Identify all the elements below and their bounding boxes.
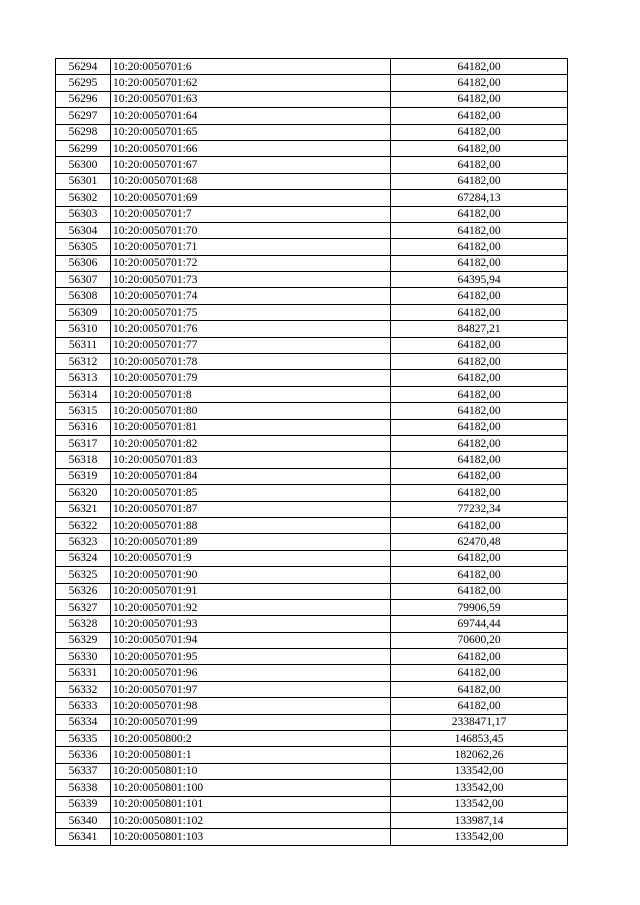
cadastral-number-cell: 10:20:0050701:93 — [111, 616, 391, 632]
row-number-cell: 56313 — [56, 370, 111, 386]
cadastral-number-cell: 10:20:0050701:72 — [111, 255, 391, 271]
cadastral-number-cell: 10:20:0050701:7 — [111, 206, 391, 222]
cadastral-number-cell: 10:20:0050701:68 — [111, 173, 391, 189]
row-number-cell: 56304 — [56, 222, 111, 238]
table-row — [56, 403, 568, 419]
value-cell: 64182,00 — [391, 255, 568, 271]
row-number-cell: 56315 — [56, 403, 111, 419]
row-number-cell: 56321 — [56, 501, 111, 517]
cadastral-number-cell: 10:20:0050701:80 — [111, 403, 391, 419]
table-row — [56, 632, 568, 648]
table-row — [56, 649, 568, 665]
row-number-cell: 56337 — [56, 763, 111, 779]
value-cell: 64182,00 — [391, 337, 568, 353]
row-number-cell: 56310 — [56, 321, 111, 337]
table-row — [56, 239, 568, 255]
value-cell: 79906,59 — [391, 599, 568, 615]
cadastral-number-cell: 10:20:0050701:97 — [111, 681, 391, 697]
cadastral-number-cell: 10:20:0050701:64 — [111, 108, 391, 124]
row-number-cell: 56326 — [56, 583, 111, 599]
value-cell: 64182,00 — [391, 435, 568, 451]
cadastral-number-cell: 10:20:0050701:88 — [111, 517, 391, 533]
cadastral-number-cell: 10:20:0050701:84 — [111, 468, 391, 484]
table-row — [56, 59, 568, 75]
table-row — [56, 517, 568, 533]
table-row — [56, 501, 568, 517]
value-cell: 64182,00 — [391, 288, 568, 304]
value-cell: 64182,00 — [391, 452, 568, 468]
value-cell: 64182,00 — [391, 206, 568, 222]
value-cell: 64395,94 — [391, 272, 568, 288]
cadastral-number-cell: 10:20:0050701:98 — [111, 698, 391, 714]
table-row — [56, 698, 568, 714]
table-row — [56, 583, 568, 599]
cadastral-number-cell: 10:20:0050801:10 — [111, 763, 391, 779]
row-number-cell: 56297 — [56, 108, 111, 124]
table-row — [56, 222, 568, 238]
cadastral-number-cell: 10:20:0050701:67 — [111, 157, 391, 173]
row-number-cell: 56294 — [56, 59, 111, 75]
row-number-cell: 56311 — [56, 337, 111, 353]
table-row — [56, 681, 568, 697]
cadastral-number-cell: 10:20:0050701:96 — [111, 665, 391, 681]
cadastral-number-cell: 10:20:0050701:66 — [111, 140, 391, 156]
row-number-cell: 56307 — [56, 272, 111, 288]
row-number-cell: 56341 — [56, 829, 111, 845]
table-row — [56, 370, 568, 386]
value-cell: 146853,45 — [391, 731, 568, 747]
row-number-cell: 56339 — [56, 796, 111, 812]
value-cell: 64182,00 — [391, 698, 568, 714]
value-cell: 133987,14 — [391, 812, 568, 828]
table-row — [56, 337, 568, 353]
cadastral-number-cell: 10:20:0050701:77 — [111, 337, 391, 353]
cadastral-number-cell: 10:20:0050701:74 — [111, 288, 391, 304]
cadastral-number-cell: 10:20:0050800:2 — [111, 731, 391, 747]
table-row — [56, 780, 568, 796]
row-number-cell: 56319 — [56, 468, 111, 484]
value-cell: 64182,00 — [391, 108, 568, 124]
cadastral-number-cell: 10:20:0050701:69 — [111, 190, 391, 206]
value-cell: 64182,00 — [391, 222, 568, 238]
table-row — [56, 468, 568, 484]
cadastral-number-cell: 10:20:0050801:101 — [111, 796, 391, 812]
row-number-cell: 56301 — [56, 173, 111, 189]
table-row — [56, 108, 568, 124]
row-number-cell: 56314 — [56, 386, 111, 402]
row-number-cell: 56312 — [56, 354, 111, 370]
row-number-cell: 56328 — [56, 616, 111, 632]
row-number-cell: 56318 — [56, 452, 111, 468]
table-row — [56, 206, 568, 222]
table-row — [56, 452, 568, 468]
table-row — [56, 534, 568, 550]
cadastral-number-cell: 10:20:0050701:90 — [111, 567, 391, 583]
value-cell: 64182,00 — [391, 386, 568, 402]
value-cell: 133542,00 — [391, 829, 568, 845]
cadastral-number-cell: 10:20:0050801:100 — [111, 780, 391, 796]
value-cell: 133542,00 — [391, 763, 568, 779]
value-cell: 182062,26 — [391, 747, 568, 763]
cadastral-number-cell: 10:20:0050701:85 — [111, 485, 391, 501]
row-number-cell: 56336 — [56, 747, 111, 763]
value-cell: 64182,00 — [391, 681, 568, 697]
table-row — [56, 829, 568, 845]
row-number-cell: 56298 — [56, 124, 111, 140]
table-row — [56, 91, 568, 107]
table-row — [56, 255, 568, 271]
row-number-cell: 56308 — [56, 288, 111, 304]
table-row — [56, 763, 568, 779]
row-number-cell: 56331 — [56, 665, 111, 681]
value-cell: 64182,00 — [391, 550, 568, 566]
row-number-cell: 56325 — [56, 567, 111, 583]
row-number-cell: 56323 — [56, 534, 111, 550]
table-row — [56, 796, 568, 812]
row-number-cell: 56300 — [56, 157, 111, 173]
table-row — [56, 714, 568, 730]
row-number-cell: 56299 — [56, 140, 111, 156]
value-cell: 64182,00 — [391, 468, 568, 484]
row-number-cell: 56333 — [56, 698, 111, 714]
cadastral-number-cell: 10:20:0050701:99 — [111, 714, 391, 730]
row-number-cell: 56329 — [56, 632, 111, 648]
value-cell: 84827,21 — [391, 321, 568, 337]
value-cell: 64182,00 — [391, 567, 568, 583]
row-number-cell: 56316 — [56, 419, 111, 435]
row-number-cell: 56338 — [56, 780, 111, 796]
row-number-cell: 56302 — [56, 190, 111, 206]
row-number-cell: 56332 — [56, 681, 111, 697]
value-cell: 64182,00 — [391, 485, 568, 501]
value-cell: 133542,00 — [391, 796, 568, 812]
cadastral-number-cell: 10:20:0050701:65 — [111, 124, 391, 140]
row-number-cell: 56340 — [56, 812, 111, 828]
cadastral-number-cell: 10:20:0050701:92 — [111, 599, 391, 615]
cadastral-number-cell: 10:20:0050701:8 — [111, 386, 391, 402]
cadastral-number-cell: 10:20:0050701:70 — [111, 222, 391, 238]
value-cell: 77232,34 — [391, 501, 568, 517]
value-cell: 133542,00 — [391, 780, 568, 796]
value-cell: 64182,00 — [391, 91, 568, 107]
cadastral-number-cell: 10:20:0050701:76 — [111, 321, 391, 337]
cadastral-number-cell: 10:20:0050701:63 — [111, 91, 391, 107]
value-cell: 64182,00 — [391, 239, 568, 255]
row-number-cell: 56305 — [56, 239, 111, 255]
row-number-cell: 56322 — [56, 517, 111, 533]
value-cell: 64182,00 — [391, 75, 568, 91]
cadastral-number-cell: 10:20:0050701:87 — [111, 501, 391, 517]
value-cell: 64182,00 — [391, 173, 568, 189]
table-row — [56, 731, 568, 747]
table-row — [56, 304, 568, 320]
cadastral-number-cell: 10:20:0050701:89 — [111, 534, 391, 550]
row-number-cell: 56295 — [56, 75, 111, 91]
cadastral-number-cell: 10:20:0050701:94 — [111, 632, 391, 648]
cadastral-number-cell: 10:20:0050701:95 — [111, 649, 391, 665]
value-cell: 64182,00 — [391, 649, 568, 665]
row-number-cell: 56303 — [56, 206, 111, 222]
cadastral-number-cell: 10:20:0050701:82 — [111, 435, 391, 451]
row-number-cell: 56327 — [56, 599, 111, 615]
table-row — [56, 272, 568, 288]
table-row — [56, 747, 568, 763]
cadastral-number-cell: 10:20:0050701:79 — [111, 370, 391, 386]
row-number-cell: 56296 — [56, 91, 111, 107]
cadastral-number-cell: 10:20:0050701:83 — [111, 452, 391, 468]
row-number-cell: 56330 — [56, 649, 111, 665]
table-row — [56, 550, 568, 566]
row-number-cell: 56306 — [56, 255, 111, 271]
cadastral-number-cell: 10:20:0050701:62 — [111, 75, 391, 91]
value-cell: 64182,00 — [391, 354, 568, 370]
table-body — [56, 59, 568, 846]
row-number-cell: 56309 — [56, 304, 111, 320]
row-number-cell: 56317 — [56, 435, 111, 451]
cadastral-value-table — [55, 58, 568, 846]
cadastral-number-cell: 10:20:0050701:75 — [111, 304, 391, 320]
table-row — [56, 812, 568, 828]
table-row — [56, 616, 568, 632]
table-row — [56, 354, 568, 370]
value-cell: 62470,48 — [391, 534, 568, 550]
cadastral-number-cell: 10:20:0050701:73 — [111, 272, 391, 288]
value-cell: 64182,00 — [391, 370, 568, 386]
table-row — [56, 140, 568, 156]
value-cell: 64182,00 — [391, 124, 568, 140]
cadastral-number-cell: 10:20:0050801:103 — [111, 829, 391, 845]
value-cell: 69744,44 — [391, 616, 568, 632]
value-cell: 64182,00 — [391, 157, 568, 173]
cadastral-number-cell: 10:20:0050701:9 — [111, 550, 391, 566]
table-row — [56, 485, 568, 501]
value-cell: 2338471,17 — [391, 714, 568, 730]
table-row — [56, 288, 568, 304]
row-number-cell: 56324 — [56, 550, 111, 566]
value-cell: 70600,20 — [391, 632, 568, 648]
table-row — [56, 435, 568, 451]
value-cell: 64182,00 — [391, 517, 568, 533]
value-cell: 64182,00 — [391, 59, 568, 75]
value-cell: 64182,00 — [391, 304, 568, 320]
value-cell: 64182,00 — [391, 665, 568, 681]
value-cell: 67284,13 — [391, 190, 568, 206]
value-cell: 64182,00 — [391, 140, 568, 156]
cadastral-number-cell: 10:20:0050701:71 — [111, 239, 391, 255]
table-row — [56, 124, 568, 140]
table-row — [56, 599, 568, 615]
row-number-cell: 56335 — [56, 731, 111, 747]
table-row — [56, 386, 568, 402]
table-row — [56, 157, 568, 173]
value-cell: 64182,00 — [391, 583, 568, 599]
value-cell: 64182,00 — [391, 419, 568, 435]
table-row — [56, 419, 568, 435]
cadastral-number-cell: 10:20:0050801:102 — [111, 812, 391, 828]
table-row — [56, 190, 568, 206]
row-number-cell: 56320 — [56, 485, 111, 501]
table-row — [56, 75, 568, 91]
cadastral-number-cell: 10:20:0050701:78 — [111, 354, 391, 370]
table-row — [56, 567, 568, 583]
row-number-cell: 56334 — [56, 714, 111, 730]
value-cell: 64182,00 — [391, 403, 568, 419]
cadastral-number-cell: 10:20:0050701:6 — [111, 59, 391, 75]
table-row — [56, 665, 568, 681]
table-row — [56, 173, 568, 189]
cadastral-number-cell: 10:20:0050701:81 — [111, 419, 391, 435]
cadastral-number-cell: 10:20:0050701:91 — [111, 583, 391, 599]
cadastral-number-cell: 10:20:0050801:1 — [111, 747, 391, 763]
table-row — [56, 321, 568, 337]
